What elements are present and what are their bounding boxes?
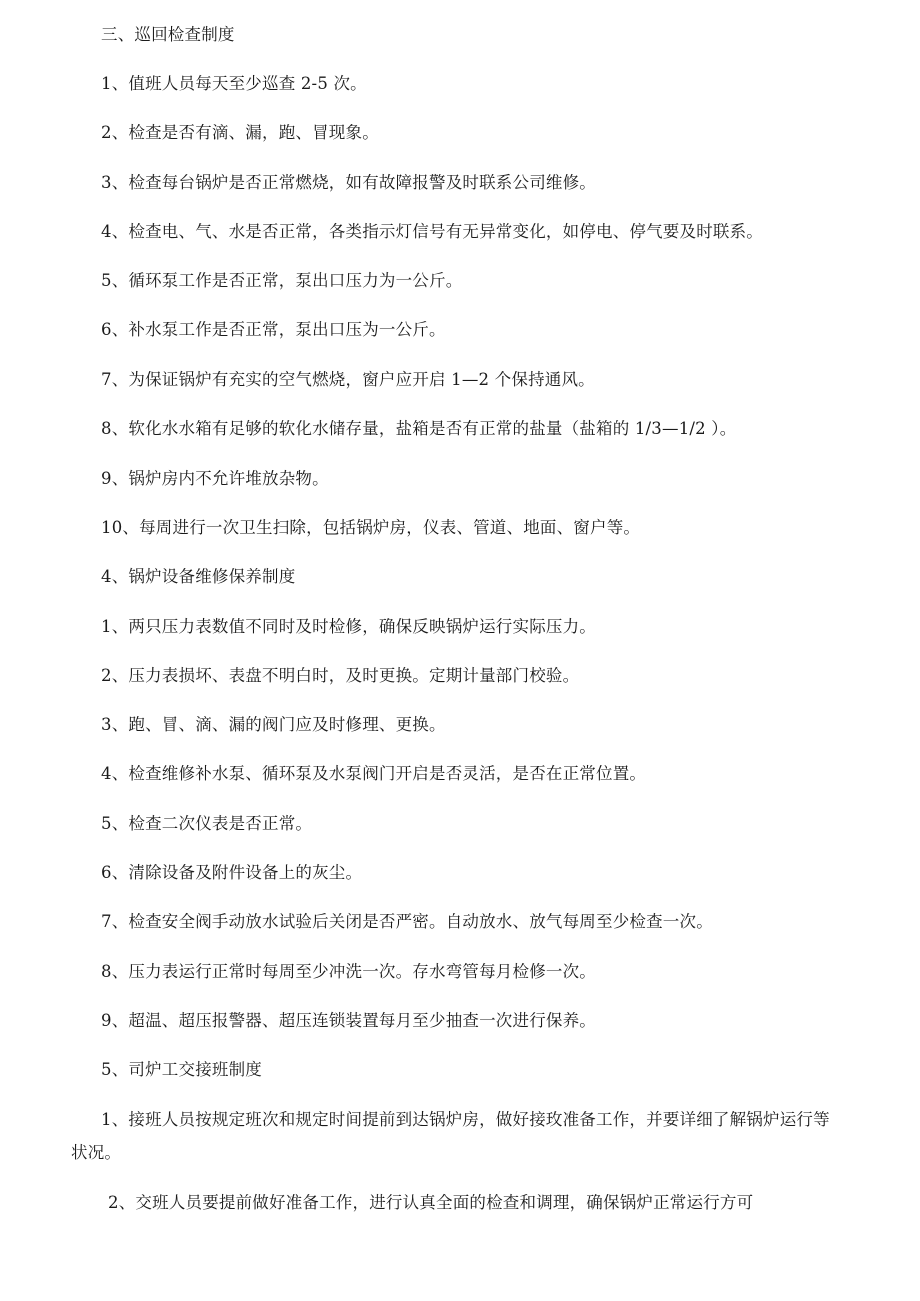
list-item: 4、检查电、气、水是否正常，各类指示灯信号有无异常变化，如停电、停气要及时联系。: [101, 222, 763, 241]
list-item: 1、值班人员每天至少巡查 2-5 次。: [101, 74, 367, 93]
list-item: 9、超温、超压报警器、超压连锁装置每月至少抽查一次进行保养。: [101, 1011, 596, 1030]
section-heading-shift-handover: 5、司炉工交接班制度: [101, 1060, 262, 1079]
list-item: 10、每周进行一次卫生扫除，包括锅炉房，仪表、管道、地面、窗户等。: [101, 518, 641, 537]
list-item: 3、检查每台锅炉是否正常燃烧，如有故障报警及时联系公司维修。: [101, 173, 596, 192]
list-item: 5、循环泵工作是否正常，泵出口压力为一公斤。: [101, 271, 463, 290]
list-item: 8、压力表运行正常时每周至少冲洗一次。存水弯管每月检修一次。: [101, 962, 596, 981]
list-item: 3、跑、冒、滴、漏的阀门应及时修理、更换。: [101, 715, 446, 734]
paragraph: 2、交班人员要提前做好准备工作，进行认真全面的检查和调理，确保锅炉正常运行方可: [108, 1193, 754, 1212]
list-item: 7、为保证锅炉有充实的空气燃烧，窗户应开启 1—2 个保持通风。: [101, 370, 595, 389]
paragraph: 1、接班人员按规定班次和规定时间提前到达锅炉房，做好接玫准备工作，并要详细了解锅炉运行等状况。: [71, 1110, 830, 1162]
list-item: 9、锅炉房内不允许堆放杂物。: [101, 469, 329, 488]
section-heading-maintenance: 4、锅炉设备维修保养制度: [101, 567, 296, 586]
list-item: 6、清除设备及附件设备上的灰尘。: [101, 863, 363, 882]
list-item: 1、两只压力表数值不同时及时检修，确保反映锅炉运行实际压力。: [101, 617, 596, 636]
list-item: 4、检查维修补水泵、循环泵及水泵阀门开启是否灵活，是否在正常位置。: [101, 764, 647, 783]
list-item: 6、补水泵工作是否正常，泵出口压为一公斤。: [101, 320, 446, 339]
list-item: 2、检查是否有滴、漏，跑、冒现象。: [101, 123, 379, 142]
list-item: 2、压力表损坏、表盘不明白时，及时更换。定期计量部门校验。: [101, 666, 580, 685]
section-heading-patrol-inspection: 三、巡回检查制度: [101, 25, 235, 44]
list-item: 7、检查安全阀手动放水试验后关闭是否严密。自动放水、放气每周至少检查一次。: [101, 912, 713, 931]
list-item: 8、软化水水箱有足够的软化水储存量，盐箱是否有正常的盐量（盐箱的 1/3—1/2 ）。: [101, 419, 737, 438]
list-item: 5、检查二次仪表是否正常。: [101, 814, 313, 833]
